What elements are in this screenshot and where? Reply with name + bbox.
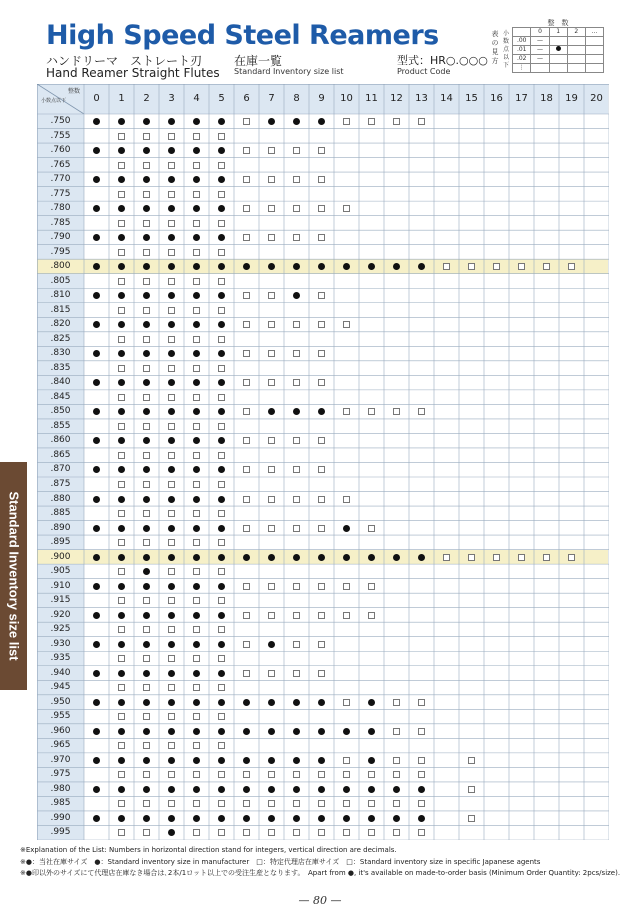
row-label: .950 (50, 696, 71, 707)
row-label: .965 (50, 740, 71, 751)
row-label: .980 (50, 783, 71, 794)
column-header: 2 (143, 93, 150, 104)
column-header: 9 (318, 93, 325, 104)
row-label: .990 (50, 812, 71, 823)
footnote-3: ※●印以外のサイズにて代理店在庫なき場合は､2本/1ロット以上での受注生産となります。 Apart from ●, it's available on made-to-order basis (Minimum Order Quantity: 2pcs/size). (20, 869, 621, 877)
legend-row-head: ⋮ (513, 64, 531, 73)
legend-side-label: 小数点以下 (502, 30, 509, 69)
legend-row-head: .02 (513, 55, 531, 64)
row-label: .975 (50, 769, 71, 780)
column-header: 17 (515, 93, 528, 104)
legend-box (490, 18, 604, 78)
row-label: .805 (50, 275, 71, 286)
row-label: .795 (50, 246, 71, 257)
row-label: .755 (50, 130, 71, 141)
row-label: .940 (50, 667, 71, 678)
row-label: .820 (50, 319, 71, 330)
column-header: 11 (365, 93, 378, 104)
row-label: .915 (50, 595, 71, 606)
inventory-title-jp: 在庫一覧 (234, 54, 283, 68)
row-label: .750 (50, 116, 71, 126)
row-label: .860 (50, 435, 71, 446)
row-label: .885 (50, 508, 71, 519)
row-label: .785 (50, 217, 71, 228)
column-header: 15 (465, 93, 478, 104)
row-label: .875 (50, 479, 71, 489)
footnote-1: ※Explanation of the List: Numbers in horizontal direction stand for integers, vertical direction are decimals. (20, 846, 397, 854)
inventory-table (37, 84, 608, 840)
row-label: .880 (50, 493, 71, 504)
column-header: 7 (268, 93, 275, 104)
row-label: .925 (50, 624, 71, 635)
column-header: 19 (565, 93, 578, 104)
row-label: .770 (50, 174, 71, 185)
row-label: .955 (50, 711, 71, 722)
row-label: .870 (50, 464, 71, 475)
column-header: 13 (415, 93, 428, 104)
corner-decimal-label: 小数点以下 (41, 98, 67, 104)
legend-header: 整 数 (547, 19, 569, 27)
legend-vertical-label: 表の見方 (491, 30, 499, 65)
row-label: .900 (50, 551, 71, 562)
grid-lines (37, 84, 609, 840)
row-label: .840 (50, 377, 71, 388)
column-header: 14 (440, 93, 453, 104)
legend-col-head: … (585, 28, 603, 37)
row-label: .835 (50, 362, 71, 373)
column-header: 18 (540, 93, 553, 104)
side-tab (0, 462, 27, 690)
row-label: .895 (50, 537, 71, 548)
legend-table: 0 1 2 … .00 — .01 — .02 — ⋮ (512, 27, 604, 73)
column-header: 5 (218, 93, 225, 104)
row-label: .780 (50, 203, 71, 214)
subtitle-en: Hand Reamer Straight Flutes (46, 66, 220, 80)
row-label: .790 (50, 232, 71, 243)
row-label: .760 (50, 145, 71, 156)
legend-col-head: 0 (531, 28, 549, 37)
model-code-en: Product Code (397, 67, 451, 76)
column-header: 0 (93, 93, 100, 104)
subtitle-jp: ハンドリーマ ストレート刃 (46, 54, 203, 68)
footnote-2: ※●：当社在庫サイズ ●：Standard inventory size in manufacturer □：特定代理店在庫サイズ □：Standard inventory size in specific Japanese agents (20, 858, 541, 866)
column-header: 6 (243, 93, 250, 104)
row-label: .995 (50, 827, 71, 838)
row-label: .850 (50, 406, 71, 417)
row-label: .890 (50, 522, 71, 533)
page-title: High Speed Steel Reamers (46, 20, 439, 51)
row-label: .945 (50, 682, 71, 693)
column-header: 16 (490, 93, 503, 104)
legend-row-head: .01 (513, 46, 531, 55)
row-label: .910 (50, 580, 71, 591)
legend-col-head: 2 (567, 28, 585, 37)
page-number: — 80 — (298, 894, 342, 907)
row-label: .810 (50, 290, 71, 301)
column-header: 8 (293, 93, 300, 104)
row-label: .970 (50, 754, 71, 765)
row-label: .830 (50, 348, 71, 359)
column-header: 10 (340, 93, 353, 104)
row-label: .775 (50, 188, 71, 199)
row-label: .845 (50, 391, 71, 402)
row-label: .865 (50, 449, 71, 460)
row-label: .905 (50, 566, 71, 577)
row-label: .825 (50, 333, 71, 344)
row-label: .855 (50, 420, 71, 431)
row-label: .920 (50, 609, 71, 620)
legend-col-head: 1 (549, 28, 567, 37)
row-label: .935 (50, 653, 71, 664)
side-tab-label: Standard Inventory size list (6, 491, 21, 661)
inventory-title-en: Standard Inventory size list (234, 67, 344, 76)
column-header: 3 (168, 93, 175, 104)
row-label: .930 (50, 638, 71, 649)
row-label: .815 (50, 304, 71, 315)
legend-row-head: .00 (513, 37, 531, 46)
column-header: 4 (193, 93, 200, 104)
row-label: .800 (50, 261, 71, 272)
row-label: .960 (50, 725, 71, 736)
legend-example-dot (556, 46, 561, 51)
model-code-label: 型式：HR○.○○○ (397, 54, 488, 67)
corner-integer-label: 整数 (67, 88, 80, 95)
row-label: .765 (50, 159, 71, 170)
column-header: 1 (118, 93, 125, 104)
row-label: .985 (50, 798, 71, 809)
column-header: 20 (590, 93, 603, 104)
column-header: 12 (390, 93, 403, 104)
